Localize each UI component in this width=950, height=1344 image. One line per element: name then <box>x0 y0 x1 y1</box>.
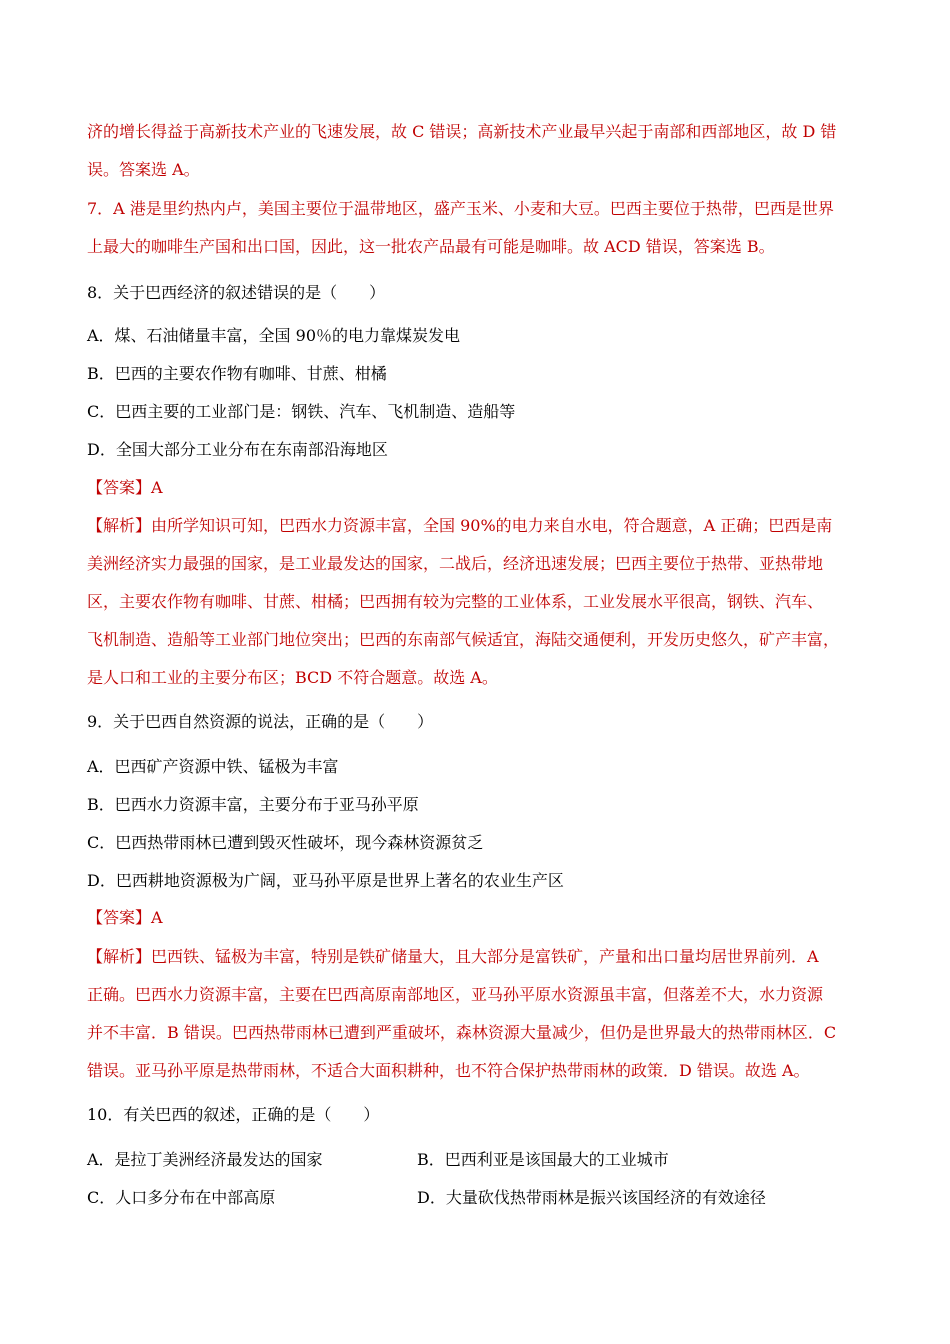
option-b: B．巴西的主要农作物有咖啡、甘蔗、柑橘 <box>87 364 387 383</box>
question-9-analysis <box>87 938 863 1090</box>
options-row <box>87 1141 863 1179</box>
question-8 <box>87 274 863 312</box>
option-c: C．巴西热带雨林已遭到毁灭性破坏，现今森林资源贫乏 <box>87 833 484 852</box>
question-9 <box>87 703 863 741</box>
prev-explanation-line: 误。答案选 A。 <box>87 160 200 179</box>
question-10 <box>87 1096 863 1134</box>
question-9-options <box>87 748 863 900</box>
option-a: A．是拉丁美洲经济最发达的国家 <box>87 1150 323 1169</box>
options-row <box>87 1179 863 1217</box>
analysis-line: 区，主要农作物有咖啡、甘蔗、柑橘；巴西拥有较为完整的工业体系，工业发展水平很高，钢铁、汽车、 <box>87 592 824 611</box>
option-d: D．巴西耕地资源极为广阔，亚马孙平原是世界上著名的农业生产区 <box>87 871 564 890</box>
analysis-line: 【解析】由所学知识可知，巴西水力资源丰富，全国 90%的电力来自水电，符合题意，A 正确；巴西是南 <box>87 516 833 535</box>
question-8-options <box>87 317 863 469</box>
prev-explanation <box>87 113 863 189</box>
question-text: 8．关于巴西经济的叙述错误的是（ ） <box>87 283 386 302</box>
question-8-analysis <box>87 507 863 697</box>
option-b: B．巴西利亚是该国最大的工业城市 <box>417 1150 669 1169</box>
question-text: 9．关于巴西自然资源的说法，正确的是（ ） <box>87 712 434 731</box>
option-a: A．巴西矿产资源中铁、锰极为丰富 <box>87 757 339 776</box>
question-text: 10．有关巴西的叙述，正确的是（ ） <box>87 1105 380 1124</box>
analysis-line: 正确。巴西水力资源丰富，主要在巴西高原南部地区，亚马孙平原水资源虽丰富，但落差不大，水力资源 <box>87 985 824 1004</box>
analysis-line: 错误。亚马孙平原是热带雨林，不适合大面积耕种，也不符合保护热带雨林的政策．D 错误。故选 A。 <box>87 1061 810 1080</box>
analysis-line: 美洲经济实力最强的国家，是工业最发达的国家，二战后，经济迅速发展；巴西主要位于热带、亚热带地 <box>87 554 824 573</box>
analysis-line: 并不丰富．B 错误。巴西热带雨林已遭到严重破坏，森林资源大量减少，但仍是世界最大的热带雨林区．C <box>87 1023 837 1042</box>
option-d: D．全国大部分工业分布在东南部沿海地区 <box>87 440 388 459</box>
option-c: C．人口多分布在中部高原 <box>87 1188 276 1207</box>
analysis-line: 飞机制造、造船等工业部门地位突出；巴西的东南部气候适宜，海陆交通便利，开发历史悠久，矿产丰富， <box>87 630 840 649</box>
prev-explanation-line: 济的增长得益于高新技术产业的飞速发展，故 C 错误；高新技术产业最早兴起于南部和西部地区，故 D 错 <box>87 122 837 141</box>
question-9-answer <box>87 899 863 937</box>
question-10-options <box>87 1141 863 1217</box>
option-d: D．大量砍伐热带雨林是振兴该国经济的有效途径 <box>417 1188 766 1207</box>
option-b: B．巴西水力资源丰富，主要分布于亚马孙平原 <box>87 795 419 814</box>
answer-label: 【答案】A <box>87 478 163 497</box>
option-a: A．煤、石油储量丰富，全国 90％的电力靠煤炭发电 <box>87 326 461 345</box>
q7-explanation <box>87 190 863 266</box>
question-8-answer <box>87 469 863 507</box>
q7-explanation-line: 上最大的咖啡生产国和出口国，因此，这一批农产品最有可能是咖啡。故 ACD 错误，答案选 B。 <box>87 237 775 256</box>
option-c: C．巴西主要的工业部门是：钢铁、汽车、飞机制造、造船等 <box>87 402 516 421</box>
analysis-line: 【解析】巴西铁、锰极为丰富，特别是铁矿储量大，且大部分是富铁矿，产量和出口量均居世界前列．A <box>87 947 819 966</box>
answer-label: 【答案】A <box>87 908 163 927</box>
analysis-line: 是人口和工业的主要分布区；BCD 不符合题意。故选 A。 <box>87 668 498 687</box>
q7-explanation-line: 7．A 港是里约热内卢，美国主要位于温带地区，盛产玉米、小麦和大豆。巴西主要位于热带，巴西是世界 <box>87 199 834 218</box>
